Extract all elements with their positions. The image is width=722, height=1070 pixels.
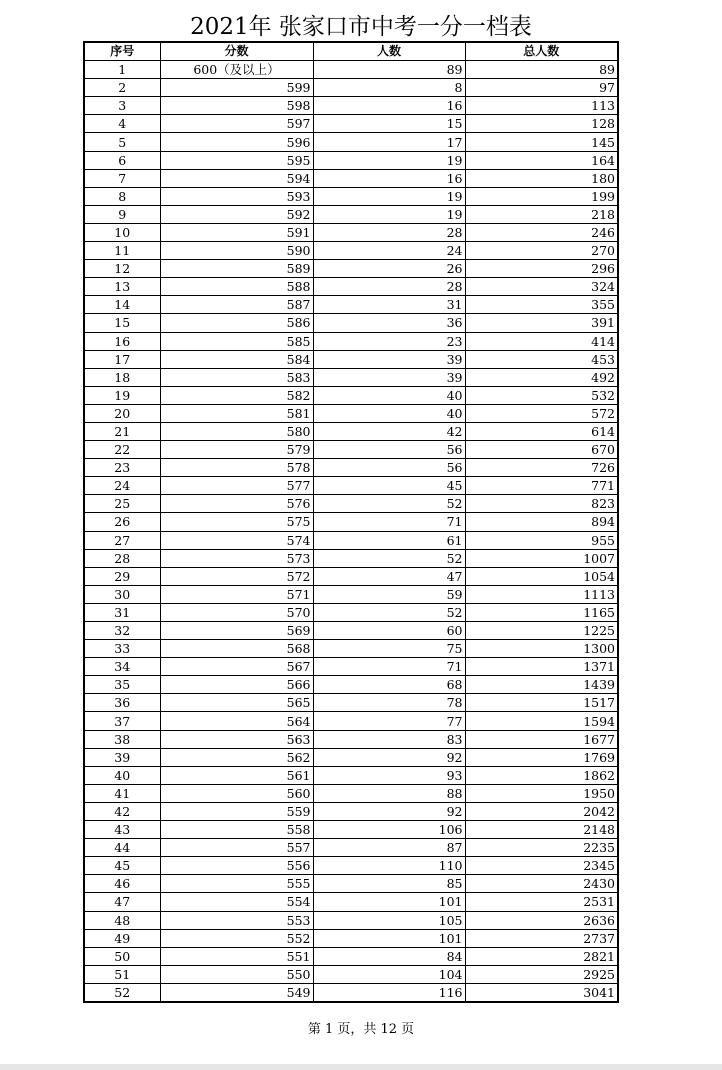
- cell-score: 576: [160, 495, 313, 513]
- cell-score: 558: [160, 821, 313, 839]
- cell-index: 47: [84, 893, 160, 911]
- cell-index: 13: [84, 278, 160, 296]
- cell-count: 47: [313, 567, 465, 585]
- cell-score: 588: [160, 278, 313, 296]
- cell-count: 93: [313, 766, 465, 784]
- cell-index: 2: [84, 79, 160, 97]
- cell-count: 52: [313, 549, 465, 567]
- cell-score: 565: [160, 694, 313, 712]
- cell-total: 955: [465, 531, 618, 549]
- cell-index: 52: [84, 983, 160, 1002]
- cell-score: 591: [160, 223, 313, 241]
- cell-count: 110: [313, 857, 465, 875]
- cell-count: 89: [313, 61, 465, 79]
- table-row: [84, 459, 618, 477]
- cell-count: 31: [313, 296, 465, 314]
- cell-score: 590: [160, 242, 313, 260]
- cell-count: 36: [313, 314, 465, 332]
- cell-index: 49: [84, 929, 160, 947]
- cell-count: 59: [313, 585, 465, 603]
- table-row: [84, 929, 618, 947]
- cell-total: 2235: [465, 839, 618, 857]
- cell-total: 894: [465, 513, 618, 531]
- cell-total: 145: [465, 133, 618, 151]
- table-row: [84, 296, 618, 314]
- table-row: [84, 332, 618, 350]
- table-row: [84, 368, 618, 386]
- cell-total: 97: [465, 79, 618, 97]
- cell-count: 87: [313, 839, 465, 857]
- cell-total: 1165: [465, 603, 618, 621]
- cell-index: 38: [84, 730, 160, 748]
- cell-total: 2042: [465, 802, 618, 820]
- table-row: [84, 893, 618, 911]
- cell-total: 270: [465, 242, 618, 260]
- cell-index: 31: [84, 603, 160, 621]
- cell-index: 36: [84, 694, 160, 712]
- cell-total: 2345: [465, 857, 618, 875]
- cell-index: 1: [84, 61, 160, 79]
- table-row: [84, 603, 618, 621]
- cell-count: 15: [313, 115, 465, 133]
- cell-score: 581: [160, 404, 313, 422]
- bottom-divider: [0, 1064, 722, 1070]
- cell-score: 573: [160, 549, 313, 567]
- table-row: [84, 857, 618, 875]
- cell-score: 579: [160, 441, 313, 459]
- cell-index: 43: [84, 821, 160, 839]
- cell-score: 557: [160, 839, 313, 857]
- score-table: [83, 41, 619, 1003]
- cell-score: 586: [160, 314, 313, 332]
- cell-total: 1113: [465, 585, 618, 603]
- table-header-row: [84, 42, 618, 61]
- cell-score: 567: [160, 658, 313, 676]
- cell-count: 106: [313, 821, 465, 839]
- cell-total: 1950: [465, 784, 618, 802]
- cell-score: 556: [160, 857, 313, 875]
- cell-score: 587: [160, 296, 313, 314]
- table-row: [84, 495, 618, 513]
- cell-index: 28: [84, 549, 160, 567]
- cell-score: 577: [160, 477, 313, 495]
- cell-score: 578: [160, 459, 313, 477]
- cell-score: 596: [160, 133, 313, 151]
- cell-score: 595: [160, 151, 313, 169]
- cell-score: 583: [160, 368, 313, 386]
- cell-index: 9: [84, 205, 160, 223]
- cell-index: 22: [84, 441, 160, 459]
- cell-index: 50: [84, 947, 160, 965]
- cell-score: 554: [160, 893, 313, 911]
- cell-count: 40: [313, 386, 465, 404]
- cell-count: 24: [313, 242, 465, 260]
- table-row: [84, 821, 618, 839]
- cell-score: 593: [160, 187, 313, 205]
- cell-index: 42: [84, 802, 160, 820]
- cell-score: 594: [160, 169, 313, 187]
- header-index: 序号: [84, 42, 160, 61]
- cell-count: 105: [313, 911, 465, 929]
- cell-total: 2531: [465, 893, 618, 911]
- table-row: [84, 640, 618, 658]
- cell-score: 597: [160, 115, 313, 133]
- cell-index: 37: [84, 712, 160, 730]
- page-title: 2021年 张家口市中考一分一档表: [190, 14, 532, 40]
- cell-total: 113: [465, 97, 618, 115]
- cell-index: 44: [84, 839, 160, 857]
- cell-count: 26: [313, 260, 465, 278]
- cell-total: 572: [465, 404, 618, 422]
- cell-index: 6: [84, 151, 160, 169]
- cell-index: 29: [84, 567, 160, 585]
- cell-score: 589: [160, 260, 313, 278]
- cell-count: 77: [313, 712, 465, 730]
- table-row: [84, 658, 618, 676]
- table-row: [84, 260, 618, 278]
- cell-index: 48: [84, 911, 160, 929]
- cell-total: 3041: [465, 983, 618, 1002]
- cell-count: 101: [313, 893, 465, 911]
- cell-total: 1594: [465, 712, 618, 730]
- cell-total: 180: [465, 169, 618, 187]
- cell-index: 51: [84, 965, 160, 983]
- cell-count: 85: [313, 875, 465, 893]
- table-row: [84, 169, 618, 187]
- cell-score: 570: [160, 603, 313, 621]
- cell-total: 1439: [465, 676, 618, 694]
- cell-count: 92: [313, 748, 465, 766]
- table-row: [84, 947, 618, 965]
- cell-count: 39: [313, 368, 465, 386]
- cell-total: 1517: [465, 694, 618, 712]
- cell-total: 391: [465, 314, 618, 332]
- cell-index: 19: [84, 386, 160, 404]
- table-row: [84, 965, 618, 983]
- cell-total: 1371: [465, 658, 618, 676]
- cell-index: 25: [84, 495, 160, 513]
- cell-count: 101: [313, 929, 465, 947]
- table-row: [84, 839, 618, 857]
- cell-index: 40: [84, 766, 160, 784]
- cell-count: 92: [313, 802, 465, 820]
- cell-score: 566: [160, 676, 313, 694]
- cell-index: 35: [84, 676, 160, 694]
- cell-index: 12: [84, 260, 160, 278]
- cell-total: 246: [465, 223, 618, 241]
- cell-score: 563: [160, 730, 313, 748]
- cell-count: 39: [313, 350, 465, 368]
- table-row: [84, 223, 618, 241]
- cell-score: 552: [160, 929, 313, 947]
- cell-score: 600（及以上）: [160, 61, 313, 79]
- cell-total: 2737: [465, 929, 618, 947]
- cell-score: 580: [160, 422, 313, 440]
- table-row: [84, 983, 618, 1002]
- cell-score: 559: [160, 802, 313, 820]
- header-score: 分数: [160, 42, 313, 61]
- cell-count: 16: [313, 97, 465, 115]
- cell-total: 2636: [465, 911, 618, 929]
- cell-count: 78: [313, 694, 465, 712]
- table-row: [84, 242, 618, 260]
- cell-index: 5: [84, 133, 160, 151]
- cell-count: 28: [313, 278, 465, 296]
- table-row: [84, 694, 618, 712]
- cell-total: 1225: [465, 622, 618, 640]
- cell-score: 569: [160, 622, 313, 640]
- cell-index: 10: [84, 223, 160, 241]
- cell-count: 60: [313, 622, 465, 640]
- cell-index: 45: [84, 857, 160, 875]
- cell-count: 68: [313, 676, 465, 694]
- cell-count: 45: [313, 477, 465, 495]
- cell-index: 8: [84, 187, 160, 205]
- cell-total: 726: [465, 459, 618, 477]
- cell-total: 1007: [465, 549, 618, 567]
- cell-index: 23: [84, 459, 160, 477]
- table-row: [84, 115, 618, 133]
- cell-score: 574: [160, 531, 313, 549]
- cell-score: 568: [160, 640, 313, 658]
- cell-total: 492: [465, 368, 618, 386]
- table-row: [84, 712, 618, 730]
- cell-total: 2821: [465, 947, 618, 965]
- cell-count: 23: [313, 332, 465, 350]
- cell-score: 551: [160, 947, 313, 965]
- cell-total: 771: [465, 477, 618, 495]
- cell-index: 20: [84, 404, 160, 422]
- table-body: [84, 61, 618, 1002]
- cell-index: 34: [84, 658, 160, 676]
- cell-count: 84: [313, 947, 465, 965]
- cell-count: 8: [313, 79, 465, 97]
- page-footer: 第 1 页，共 12 页: [307, 1022, 415, 1037]
- cell-index: 32: [84, 622, 160, 640]
- table-row: [84, 79, 618, 97]
- cell-index: 18: [84, 368, 160, 386]
- cell-index: 30: [84, 585, 160, 603]
- cell-count: 52: [313, 495, 465, 513]
- cell-count: 88: [313, 784, 465, 802]
- cell-total: 218: [465, 205, 618, 223]
- cell-index: 26: [84, 513, 160, 531]
- cell-count: 19: [313, 187, 465, 205]
- table-row: [84, 875, 618, 893]
- cell-score: 599: [160, 79, 313, 97]
- cell-total: 1054: [465, 567, 618, 585]
- cell-total: 1300: [465, 640, 618, 658]
- cell-score: 550: [160, 965, 313, 983]
- table-row: [84, 513, 618, 531]
- cell-count: 16: [313, 169, 465, 187]
- cell-index: 14: [84, 296, 160, 314]
- cell-count: 28: [313, 223, 465, 241]
- cell-index: 33: [84, 640, 160, 658]
- cell-count: 40: [313, 404, 465, 422]
- cell-score: 598: [160, 97, 313, 115]
- cell-index: 11: [84, 242, 160, 260]
- cell-index: 27: [84, 531, 160, 549]
- cell-total: 823: [465, 495, 618, 513]
- cell-count: 71: [313, 513, 465, 531]
- cell-index: 7: [84, 169, 160, 187]
- table-row: [84, 766, 618, 784]
- table-row: [84, 61, 618, 79]
- cell-score: 555: [160, 875, 313, 893]
- table-row: [84, 585, 618, 603]
- cell-count: 19: [313, 151, 465, 169]
- table-row: [84, 802, 618, 820]
- table-row: [84, 187, 618, 205]
- table-row: [84, 97, 618, 115]
- cell-total: 324: [465, 278, 618, 296]
- cell-score: 582: [160, 386, 313, 404]
- cell-total: 1862: [465, 766, 618, 784]
- cell-score: 571: [160, 585, 313, 603]
- cell-total: 670: [465, 441, 618, 459]
- cell-score: 549: [160, 983, 313, 1002]
- cell-index: 39: [84, 748, 160, 766]
- table-row: [84, 441, 618, 459]
- cell-total: 2148: [465, 821, 618, 839]
- cell-total: 614: [465, 422, 618, 440]
- cell-total: 296: [465, 260, 618, 278]
- cell-score: 585: [160, 332, 313, 350]
- cell-score: 564: [160, 712, 313, 730]
- cell-score: 553: [160, 911, 313, 929]
- cell-index: 21: [84, 422, 160, 440]
- cell-score: 572: [160, 567, 313, 585]
- cell-total: 1677: [465, 730, 618, 748]
- cell-total: 2430: [465, 875, 618, 893]
- table-row: [84, 314, 618, 332]
- cell-total: 1769: [465, 748, 618, 766]
- cell-score: 575: [160, 513, 313, 531]
- table-row: [84, 622, 618, 640]
- cell-count: 19: [313, 205, 465, 223]
- table-row: [84, 422, 618, 440]
- cell-index: 4: [84, 115, 160, 133]
- table-row: [84, 730, 618, 748]
- table-row: [84, 133, 618, 151]
- table-row: [84, 477, 618, 495]
- table-row: [84, 350, 618, 368]
- cell-index: 3: [84, 97, 160, 115]
- table-row: [84, 748, 618, 766]
- cell-count: 71: [313, 658, 465, 676]
- cell-count: 56: [313, 441, 465, 459]
- cell-index: 41: [84, 784, 160, 802]
- cell-count: 42: [313, 422, 465, 440]
- cell-count: 52: [313, 603, 465, 621]
- cell-score: 584: [160, 350, 313, 368]
- table-row: [84, 386, 618, 404]
- header-count: 人数: [313, 42, 465, 61]
- cell-total: 532: [465, 386, 618, 404]
- cell-total: 199: [465, 187, 618, 205]
- cell-score: 561: [160, 766, 313, 784]
- cell-index: 17: [84, 350, 160, 368]
- cell-total: 89: [465, 61, 618, 79]
- table-row: [84, 911, 618, 929]
- cell-score: 592: [160, 205, 313, 223]
- cell-total: 453: [465, 350, 618, 368]
- cell-total: 128: [465, 115, 618, 133]
- cell-total: 2925: [465, 965, 618, 983]
- table-row: [84, 278, 618, 296]
- table-row: [84, 404, 618, 422]
- table-row: [84, 567, 618, 585]
- table-row: [84, 531, 618, 549]
- cell-total: 414: [465, 332, 618, 350]
- cell-count: 75: [313, 640, 465, 658]
- cell-index: 16: [84, 332, 160, 350]
- table-row: [84, 784, 618, 802]
- cell-count: 17: [313, 133, 465, 151]
- cell-index: 46: [84, 875, 160, 893]
- header-total: 总人数: [465, 42, 618, 61]
- cell-index: 15: [84, 314, 160, 332]
- cell-count: 116: [313, 983, 465, 1002]
- cell-count: 104: [313, 965, 465, 983]
- cell-count: 83: [313, 730, 465, 748]
- cell-index: 24: [84, 477, 160, 495]
- cell-score: 562: [160, 748, 313, 766]
- table-row: [84, 151, 618, 169]
- table-row: [84, 549, 618, 567]
- table-row: [84, 676, 618, 694]
- cell-count: 61: [313, 531, 465, 549]
- table-row: [84, 205, 618, 223]
- cell-total: 355: [465, 296, 618, 314]
- cell-count: 56: [313, 459, 465, 477]
- cell-score: 560: [160, 784, 313, 802]
- cell-total: 164: [465, 151, 618, 169]
